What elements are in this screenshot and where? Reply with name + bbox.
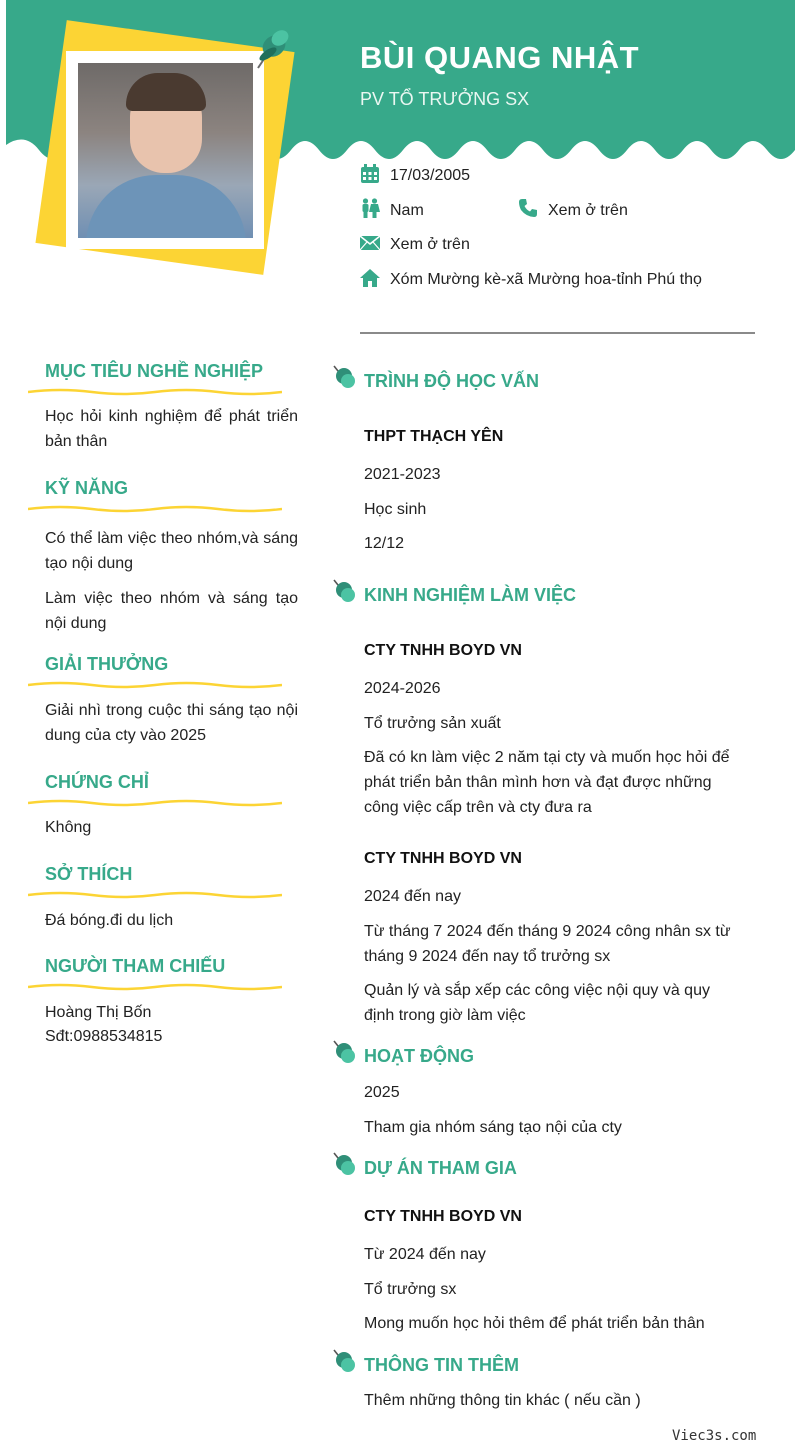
job-company: CTY TNHH BOYD VN xyxy=(364,850,522,867)
education-grade: 12/12 xyxy=(364,535,405,552)
project-role: Tổ trưởng sx xyxy=(364,1281,457,1298)
project-period: Từ 2024 đến nay xyxy=(364,1246,486,1263)
section-title-hobbies: SỞ THÍCH xyxy=(45,864,133,884)
pushpin-icon xyxy=(330,576,356,604)
job-title: PV TỔ TRƯỞNG SX xyxy=(360,89,530,109)
job-position: Tổ trưởng sản xuất xyxy=(364,715,501,732)
certificates-text: Không xyxy=(45,819,92,836)
section-title-activities: HOẠT ĐỘNG xyxy=(364,1046,474,1066)
address-value: Xóm Mường kè-xã Mường hoa-tỉnh Phú thọ xyxy=(390,271,702,288)
pushpin-icon xyxy=(330,1149,356,1177)
wavy-underline xyxy=(28,505,282,513)
pushpin-icon xyxy=(330,362,356,390)
hobbies-text: Đá bóng.đi du lịch xyxy=(45,912,174,929)
calendar-icon xyxy=(360,164,380,184)
section-title-certificates: CHỨNG CHỈ xyxy=(45,772,149,792)
section-title-education: TRÌNH ĐỘ HỌC VẤN xyxy=(364,371,539,391)
gender-value: Nam xyxy=(390,202,424,219)
phone-value: Xem ở trên xyxy=(548,202,628,219)
wavy-underline xyxy=(28,388,282,396)
wavy-underline xyxy=(28,681,282,689)
reference-phone: Sđt:0988534815 xyxy=(45,1028,163,1045)
wavy-underline xyxy=(28,799,282,807)
extra-text: Thêm những thông tin khác ( nếu cần ) xyxy=(364,1392,641,1409)
pushpin-icon xyxy=(330,1346,356,1374)
candidate-name: BÙI QUANG NHẬT xyxy=(360,40,640,75)
project-company: CTY TNHH BOYD VN xyxy=(364,1208,522,1225)
education-period: 2021-2023 xyxy=(364,466,441,483)
section-title-experience: KINH NGHIỆM LÀM VIỆC xyxy=(364,585,577,605)
reference-name: Hoàng Thị Bốn xyxy=(45,1004,152,1021)
activity-text: Tham gia nhóm sáng tạo nội của cty xyxy=(364,1119,622,1136)
skill-item: Làm việc theo nhóm và sáng tạo nội dung xyxy=(45,590,298,632)
home-icon xyxy=(360,268,380,288)
school-name: THPT THẠCH YÊN xyxy=(364,428,504,445)
objective-text: Học hỏi kinh nghiệm để phát triển bản thân xyxy=(45,408,298,450)
header-divider xyxy=(360,332,755,334)
education-role: Học sinh xyxy=(364,501,427,518)
skill-item: Có thể làm việc theo nhóm,và sáng tạo nội dung xyxy=(45,530,298,572)
project-text: Mong muốn học hỏi thêm để phát triển bản thân xyxy=(364,1315,705,1332)
email-icon xyxy=(360,233,380,253)
pushpin-icon xyxy=(248,24,292,74)
wavy-underline xyxy=(28,891,282,899)
birthday-value: 17/03/2005 xyxy=(390,167,471,184)
job-company: CTY TNHH BOYD VN xyxy=(364,642,522,659)
section-title-projects: DỰ ÁN THAM GIA xyxy=(364,1158,517,1178)
phone-icon xyxy=(518,198,538,218)
section-title-skills: KỸ NĂNG xyxy=(45,478,129,498)
job-description: Đã có kn làm việc 2 năm tại cty và muốn học hỏi để phát triển bản thân mình hơn và đạt được những công việc cấp trên và cty đưa ra xyxy=(364,749,730,816)
section-title-references: NGƯỜI THAM CHIẾU xyxy=(45,956,226,976)
job-description: Quản lý và sắp xếp các công việc nội quy và quy định trong giờ làm việc xyxy=(364,982,710,1024)
section-title-extra: THÔNG TIN THÊM xyxy=(364,1355,519,1375)
section-title-objective: MỤC TIÊU NGHỀ NGHIỆP xyxy=(45,361,264,381)
email-value: Xem ở trên xyxy=(390,236,470,253)
watermark: Viec3s.com xyxy=(672,1428,757,1444)
portrait-photo xyxy=(78,63,253,238)
activity-year: 2025 xyxy=(364,1084,400,1101)
job-period: 2024-2026 xyxy=(364,680,441,697)
gender-icon xyxy=(360,198,380,218)
pushpin-icon xyxy=(330,1037,356,1065)
job-position: Từ tháng 7 2024 đến tháng 9 2024 công nhân sx từ tháng 9 2024 đến nay tổ trưởng sx xyxy=(364,923,731,965)
section-title-awards: GIẢI THƯỞNG xyxy=(45,654,169,674)
wavy-underline xyxy=(28,983,282,991)
awards-text: Giải nhì trong cuộc thi sáng tạo nội dung của cty vào 2025 xyxy=(45,702,298,744)
job-period: 2024 đến nay xyxy=(364,888,461,905)
